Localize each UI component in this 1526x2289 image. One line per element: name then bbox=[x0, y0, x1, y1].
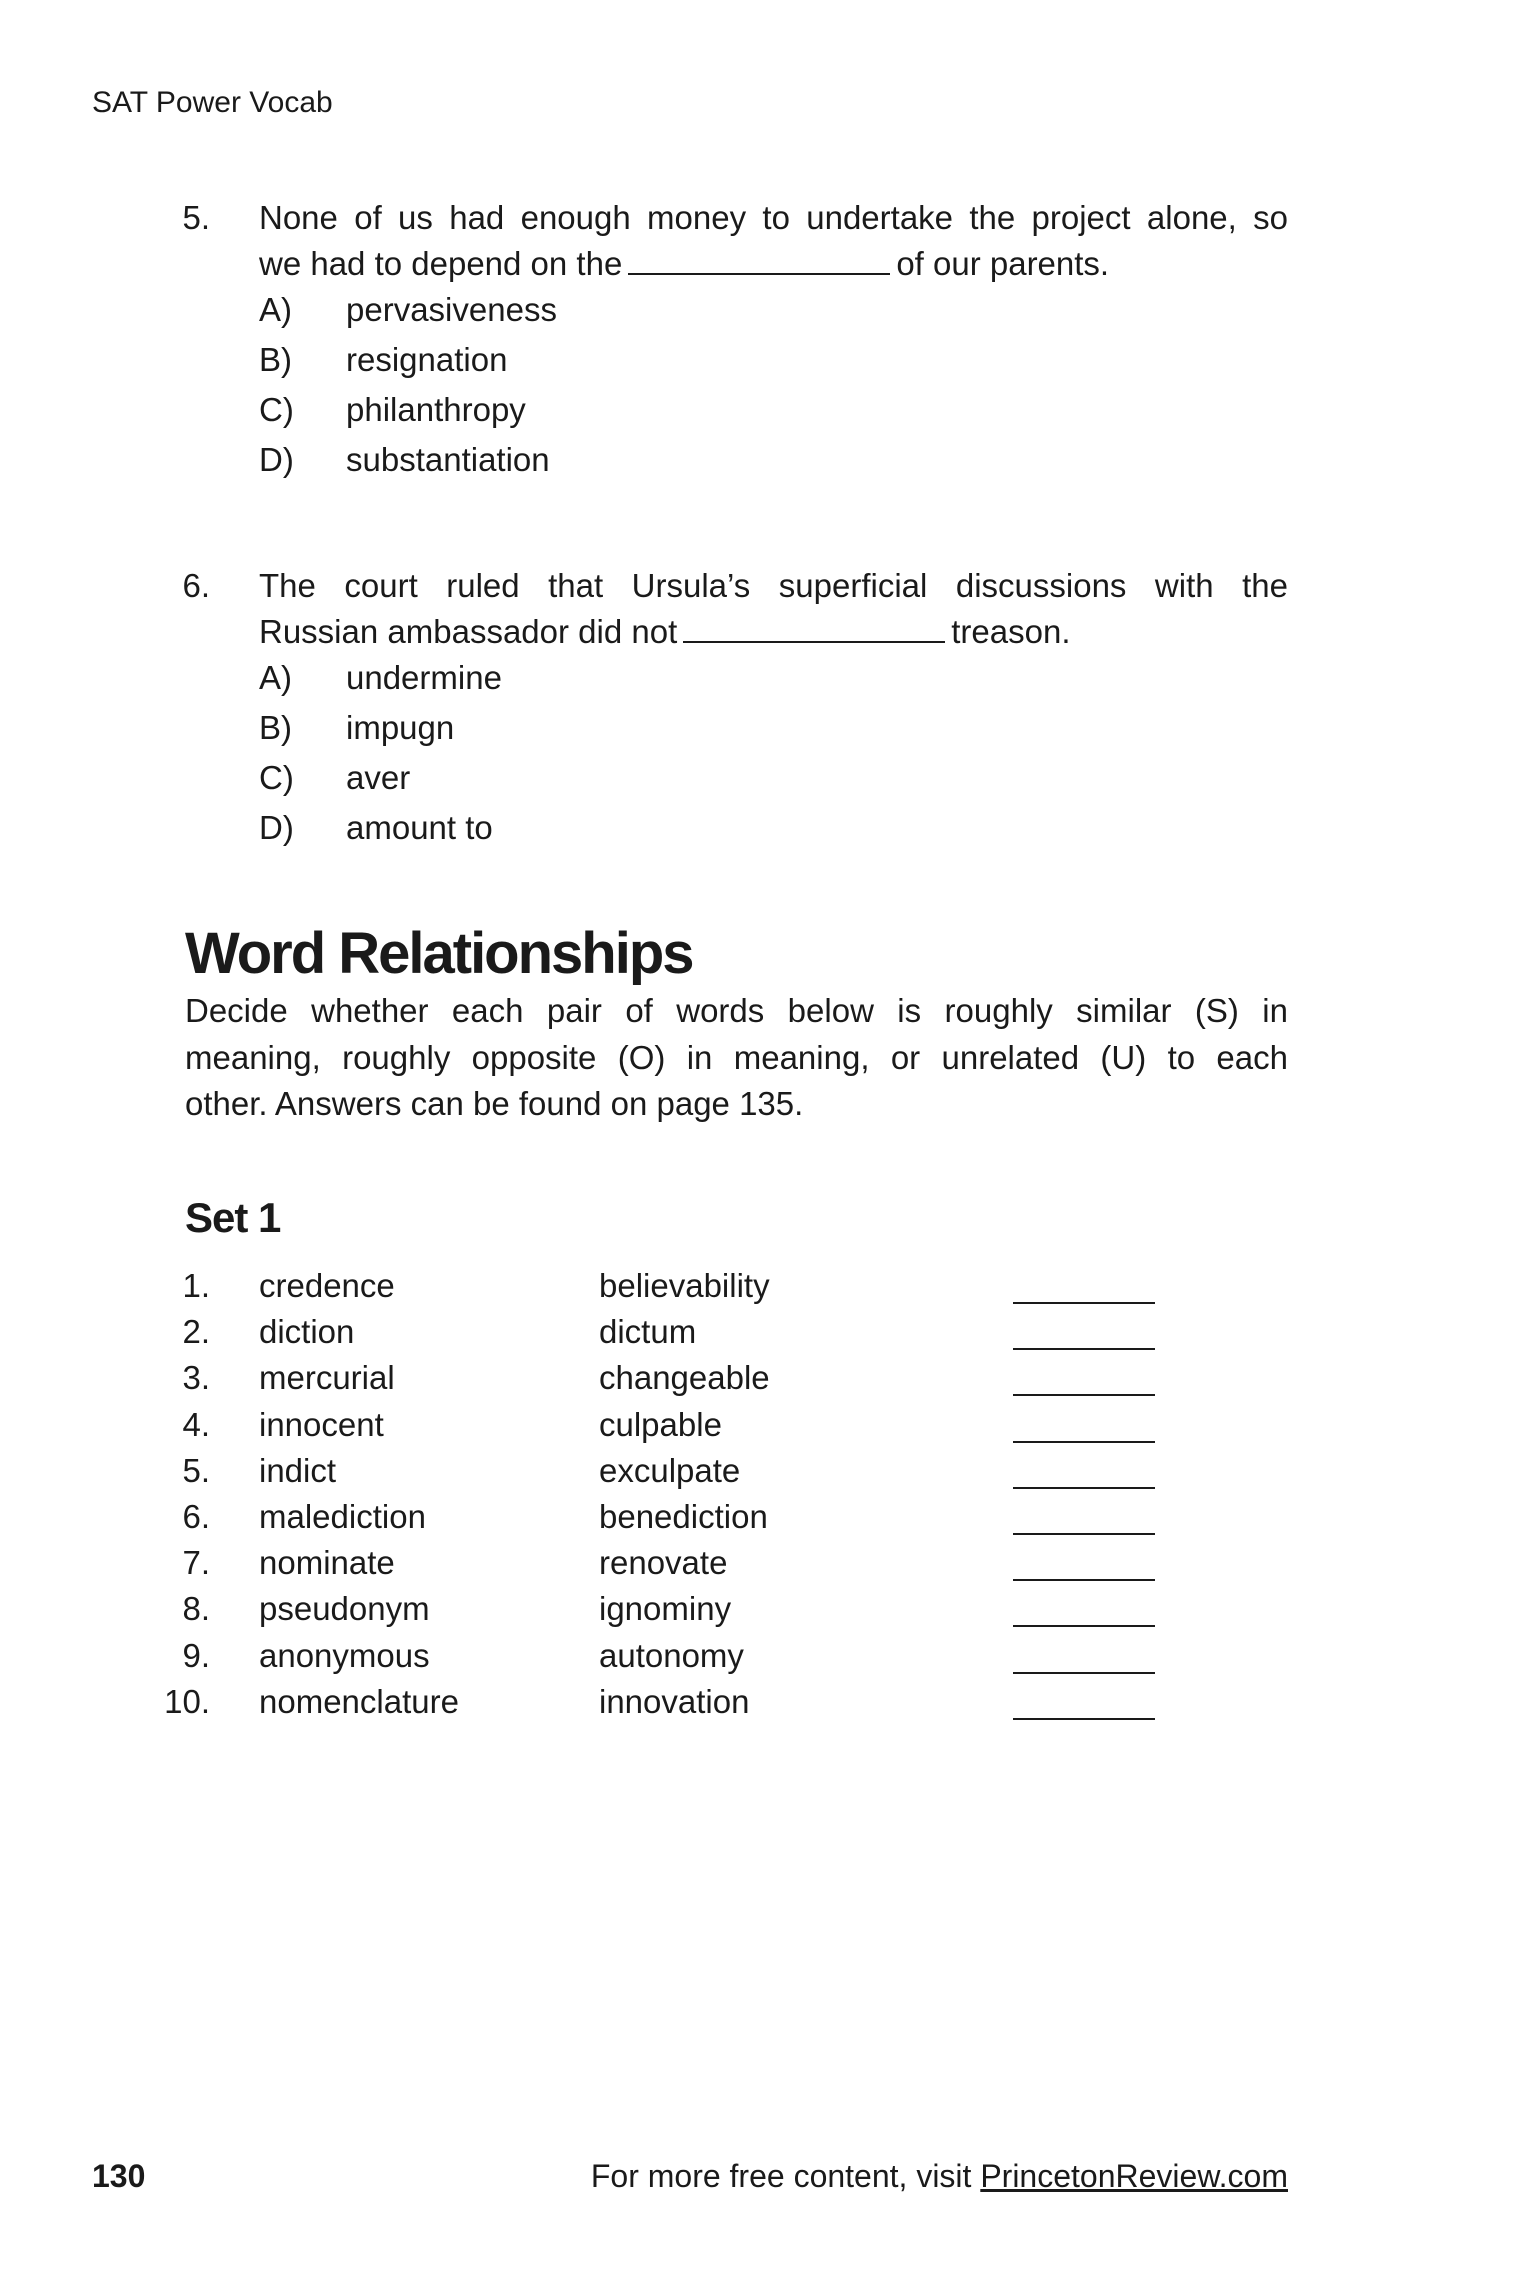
question-number: 5. bbox=[182, 199, 210, 236]
pair-word-2: renovate bbox=[599, 1544, 728, 1582]
instructions-line-2: meaning, roughly opposite (O) in meaning, or unrelated (U) to each bbox=[185, 1039, 1288, 1076]
pair-word-1: pseudonym bbox=[259, 1590, 430, 1628]
section-title: Word Relationships bbox=[185, 921, 693, 986]
answer-blank[interactable] bbox=[1013, 1302, 1155, 1304]
pair-word-1: credence bbox=[259, 1267, 395, 1304]
option-letter[interactable]: A) bbox=[259, 291, 292, 328]
question-line-1: The court ruled that Ursula’s superficial discussions with the bbox=[259, 567, 1288, 604]
pair-number: 5. bbox=[182, 1451, 210, 1489]
pair-word-2: believability bbox=[599, 1267, 770, 1304]
answer-blank[interactable] bbox=[1013, 1533, 1155, 1535]
pair-word-1: diction bbox=[259, 1313, 355, 1351]
blank-line bbox=[1013, 1441, 1155, 1443]
answer-blank[interactable] bbox=[1013, 1672, 1155, 1674]
option-letter[interactable]: C) bbox=[259, 391, 294, 428]
pair-word-1: anonymous bbox=[259, 1636, 430, 1674]
blank-line bbox=[1013, 1672, 1155, 1674]
instructions-line-1: Decide whether each pair of words below is roughly similar (S) in bbox=[185, 992, 1288, 1029]
option-text[interactable]: impugn bbox=[346, 709, 455, 746]
option-text[interactable]: pervasiveness bbox=[346, 291, 557, 328]
answer-blank[interactable] bbox=[1013, 1348, 1155, 1350]
option-text[interactable]: substantiation bbox=[346, 441, 550, 478]
running-header: SAT Power Vocab bbox=[92, 86, 333, 119]
pair-word-1: malediction bbox=[259, 1498, 426, 1535]
pair-word-2: benediction bbox=[599, 1498, 768, 1535]
pair-word-2: culpable bbox=[599, 1405, 722, 1443]
answer-blank[interactable] bbox=[1013, 1718, 1155, 1720]
question-line-2 bbox=[259, 244, 1109, 284]
pair-number: 1. bbox=[182, 1267, 210, 1304]
pair-word-2: autonomy bbox=[599, 1636, 744, 1674]
blank-line bbox=[1013, 1394, 1155, 1396]
pair-word-2: exculpate bbox=[599, 1451, 741, 1489]
option-letter[interactable]: C) bbox=[259, 759, 294, 796]
blank-line bbox=[1013, 1718, 1155, 1720]
blank-line bbox=[1013, 1533, 1155, 1535]
option-letter[interactable]: A) bbox=[259, 659, 292, 696]
pair-word-1: mercurial bbox=[259, 1359, 395, 1397]
page-number: 130 bbox=[92, 2158, 146, 2194]
question-text-after-blank: of our parents. bbox=[896, 245, 1110, 282]
pair-number: 6. bbox=[182, 1498, 210, 1535]
question-text-before-blank: Russian ambassador did not bbox=[259, 613, 678, 650]
answer-blank[interactable] bbox=[628, 245, 890, 275]
pair-number: 8. bbox=[182, 1590, 210, 1628]
pair-number: 9. bbox=[182, 1636, 210, 1674]
pair-word-2: ignominy bbox=[599, 1590, 732, 1628]
blank-line bbox=[1013, 1579, 1155, 1581]
instructions-line-3: other. Answers can be found on page 135. bbox=[185, 1085, 804, 1122]
question-text-after-blank: treason. bbox=[951, 613, 1071, 650]
option-letter[interactable]: B) bbox=[259, 709, 292, 746]
option-letter[interactable]: D) bbox=[259, 441, 294, 478]
pair-number: 7. bbox=[182, 1544, 210, 1582]
blank-line bbox=[1013, 1348, 1155, 1350]
question-line-2 bbox=[259, 612, 1071, 652]
question-text-before-blank: we had to depend on the bbox=[259, 245, 623, 282]
footer-text: For more free content, visit bbox=[590, 2158, 972, 2194]
pair-word-2: changeable bbox=[599, 1359, 770, 1397]
pair-word-2: innovation bbox=[599, 1682, 750, 1720]
pair-number: 4. bbox=[182, 1405, 210, 1443]
blank-line bbox=[1013, 1487, 1155, 1489]
answer-blank[interactable] bbox=[1013, 1625, 1155, 1627]
option-text[interactable]: aver bbox=[346, 759, 411, 796]
pair-word-1: innocent bbox=[259, 1405, 384, 1443]
princeton-review-link[interactable]: PrincetonReview.com bbox=[980, 2158, 1288, 2194]
option-text[interactable]: resignation bbox=[346, 341, 508, 378]
question-line-1: None of us had enough money to undertake the project alone, so bbox=[259, 199, 1288, 236]
answer-blank[interactable] bbox=[1013, 1441, 1155, 1443]
option-text[interactable]: philanthropy bbox=[346, 391, 526, 428]
answer-blank[interactable] bbox=[683, 613, 945, 643]
option-text[interactable]: undermine bbox=[346, 659, 502, 696]
answer-blank[interactable] bbox=[1013, 1394, 1155, 1396]
blank-line bbox=[1013, 1302, 1155, 1304]
pair-word-1: nomenclature bbox=[259, 1682, 459, 1720]
pair-word-1: indict bbox=[259, 1451, 337, 1489]
set-title: Set 1 bbox=[185, 1194, 281, 1241]
answer-blank[interactable] bbox=[1013, 1579, 1155, 1581]
pair-number: 2. bbox=[182, 1313, 210, 1351]
pair-number: 3. bbox=[182, 1359, 210, 1397]
option-text[interactable]: amount to bbox=[346, 809, 493, 846]
pair-word-1: nominate bbox=[259, 1544, 395, 1582]
pair-word-2: dictum bbox=[599, 1313, 697, 1351]
question-number: 6. bbox=[182, 567, 210, 604]
pair-number: 10. bbox=[164, 1682, 210, 1720]
option-letter[interactable]: D) bbox=[259, 809, 294, 846]
option-letter[interactable]: B) bbox=[259, 341, 292, 378]
footer-note bbox=[591, 2158, 1288, 2195]
answer-blank[interactable] bbox=[1013, 1487, 1155, 1489]
blank-line bbox=[1013, 1625, 1155, 1627]
